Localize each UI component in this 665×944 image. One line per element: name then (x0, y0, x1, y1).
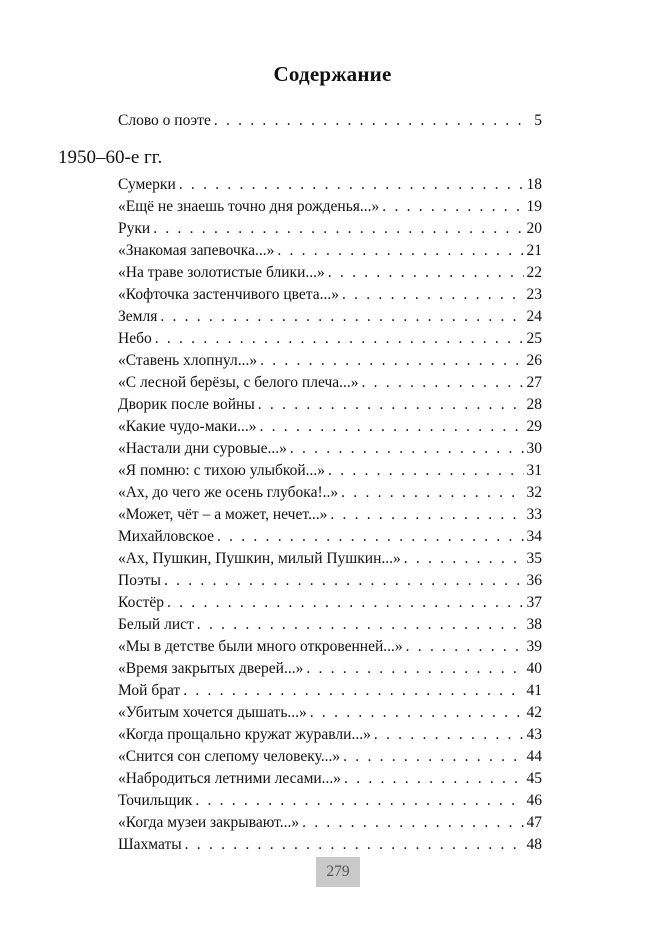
toc-entry-page: 21 (526, 242, 542, 259)
toc-entry-title: «Может, чёт – а может, нечет...» (118, 506, 328, 523)
toc-entry-title: «Какие чудо-маки...» (118, 418, 257, 435)
toc-entry-page: 20 (526, 220, 542, 237)
toc-entry (118, 614, 542, 636)
toc-entry (118, 218, 542, 240)
dot-leader (258, 394, 524, 416)
toc-intro-list (118, 110, 542, 132)
toc-entry (118, 636, 542, 658)
toc-entry-title: «Настали дни суровые...» (118, 440, 287, 457)
toc-entry-page: 34 (526, 528, 542, 545)
dot-leader (330, 504, 523, 526)
toc-entry-title: «Ставень хлопнул...» (118, 352, 258, 369)
toc-entry-page: 29 (526, 418, 542, 435)
toc-entry (118, 724, 542, 746)
toc-entry-title: Поэты (118, 572, 161, 589)
toc-entry (118, 284, 542, 306)
toc-entry (118, 306, 542, 328)
toc-entry-page: 45 (526, 770, 542, 787)
toc-entry (118, 438, 542, 460)
dot-leader (214, 110, 531, 132)
dot-leader (342, 284, 524, 306)
toc-entry-page: 23 (526, 286, 542, 303)
dot-leader (382, 196, 523, 218)
toc-entry (118, 328, 542, 350)
toc-entry-title: «Знакомая запевочка...» (118, 242, 275, 259)
dot-leader (155, 328, 524, 350)
section-heading: 1950–60-е гг. (58, 147, 163, 168)
toc-entry-page: 5 (534, 112, 542, 129)
page-title: Содержание (273, 62, 392, 86)
toc-entry (118, 834, 542, 856)
toc-entry-title: Костёр (118, 594, 164, 611)
toc-entry-page: 41 (526, 682, 542, 699)
dot-leader (290, 438, 524, 460)
dot-leader (160, 306, 523, 328)
toc-entry-title: «Мы в детстве были много откровенней...» (118, 638, 403, 655)
dot-leader (183, 680, 523, 702)
toc-entry-page: 24 (526, 308, 542, 325)
toc-entry-title: Шахматы (118, 836, 182, 853)
dot-leader (260, 350, 523, 372)
toc-entry-page: 33 (526, 506, 542, 523)
page-number: 279 (316, 857, 360, 887)
dot-leader (195, 790, 523, 812)
dot-leader (306, 658, 523, 680)
toc-entry-title: Мой брат (118, 682, 181, 699)
dot-leader (179, 174, 524, 196)
toc-entry-page: 37 (526, 594, 542, 611)
dot-leader (344, 768, 523, 790)
toc-entry-page: 40 (526, 660, 542, 677)
toc-entry (118, 592, 542, 614)
toc-entry (118, 790, 542, 812)
toc-entry (118, 746, 542, 768)
toc-entry-title: Руки (118, 220, 151, 237)
toc-entry-title: Сумерки (118, 176, 176, 193)
toc-entry-page: 44 (526, 748, 542, 765)
toc-entry-title: «Ах, Пушкин, Пушкин, милый Пушкин...» (118, 550, 401, 567)
toc-entry-page: 42 (526, 704, 542, 721)
dot-leader (167, 592, 524, 614)
dot-leader (217, 526, 524, 548)
toc-entry (118, 680, 542, 702)
toc-entry-page: 31 (526, 462, 542, 479)
toc-entry-page: 28 (526, 396, 542, 413)
toc-entry-title: «Когда музеи закрывают...» (118, 814, 300, 831)
dot-leader (341, 482, 523, 504)
dot-leader (343, 746, 523, 768)
toc-entry (118, 526, 542, 548)
dot-leader (260, 416, 524, 438)
toc-entry-title: Слово о поэте (118, 112, 211, 129)
toc-entry-title: Точильщик (118, 792, 193, 809)
toc-entry (118, 174, 542, 196)
toc-entry-title: «На траве золотистые блики...» (118, 264, 325, 281)
dot-leader (374, 724, 524, 746)
toc-entry-title: «Когда прощально кружат журавли...» (118, 726, 371, 743)
dot-leader (185, 834, 524, 856)
toc-entry-title: «С лесной берёзы, с белого плеча...» (118, 374, 359, 391)
toc-entry-title: «Снится сон слепому человеку...» (118, 748, 341, 765)
toc-entry-page: 19 (526, 198, 542, 215)
toc-entry (118, 460, 542, 482)
toc-entry-page: 47 (526, 814, 542, 831)
toc-entry-title: «Я помню: с тихою улыбкой...» (118, 462, 326, 479)
toc-entry-page: 22 (526, 264, 542, 281)
dot-leader (153, 218, 523, 240)
dot-leader (328, 460, 523, 482)
toc-entry-title: «Набродиться летними лесами...» (118, 770, 342, 787)
toc-entry-title: Земля (118, 308, 158, 325)
dot-leader (164, 570, 524, 592)
toc-entry-page: 35 (526, 550, 542, 567)
toc-entry (118, 482, 542, 504)
toc-entry-page: 43 (526, 726, 542, 743)
toc-entry-page: 25 (526, 330, 542, 347)
dot-leader (277, 240, 523, 262)
toc-entry (118, 504, 542, 526)
toc-entry (118, 196, 542, 218)
toc-entry-title: «Ещё не знаешь точно дня рожденья...» (118, 198, 380, 215)
toc-entry (118, 812, 542, 834)
toc-entry (118, 768, 542, 790)
dot-leader (362, 372, 524, 394)
toc-entry (118, 394, 542, 416)
toc-entry (118, 372, 542, 394)
toc-entry-page: 48 (526, 836, 542, 853)
toc-entry (118, 702, 542, 724)
toc-entry (118, 416, 542, 438)
toc-entry (118, 350, 542, 372)
toc-entry-title: Небо (118, 330, 152, 347)
dot-leader (302, 812, 523, 834)
toc-entry-page: 38 (526, 616, 542, 633)
toc-entry (118, 548, 542, 570)
dot-leader (197, 614, 524, 636)
toc-entry-page: 27 (526, 374, 542, 391)
toc-entry-page: 46 (526, 792, 542, 809)
toc-entry-title: Белый лист (118, 616, 194, 633)
toc-entry-page: 32 (526, 484, 542, 501)
toc-entry-title: «Ах, до чего же осень глубока!..» (118, 484, 339, 501)
toc-entry-title: Дворик после войны (118, 396, 255, 413)
toc-entry-page: 36 (526, 572, 542, 589)
toc-entry (118, 570, 542, 592)
toc-entry-title: «Кофточка застенчивого цвета...» (118, 286, 339, 303)
toc-entry (118, 110, 542, 132)
toc-entry-title: «Время закрытых дверей...» (118, 660, 304, 677)
toc-entry (118, 262, 542, 284)
toc-entry-page: 26 (526, 352, 542, 369)
dot-leader (310, 702, 524, 724)
toc-entry (118, 240, 542, 262)
toc-entry (118, 658, 542, 680)
toc-entry-page: 39 (526, 638, 542, 655)
toc-list (118, 174, 542, 856)
toc-entry-page: 18 (526, 176, 542, 193)
dot-leader (404, 548, 524, 570)
toc-entry-page: 30 (526, 440, 542, 457)
dot-leader (406, 636, 524, 658)
dot-leader (328, 262, 524, 284)
toc-entry-title: «Убитым хочется дышать...» (118, 704, 307, 721)
toc-entry-title: Михайловское (118, 528, 214, 545)
